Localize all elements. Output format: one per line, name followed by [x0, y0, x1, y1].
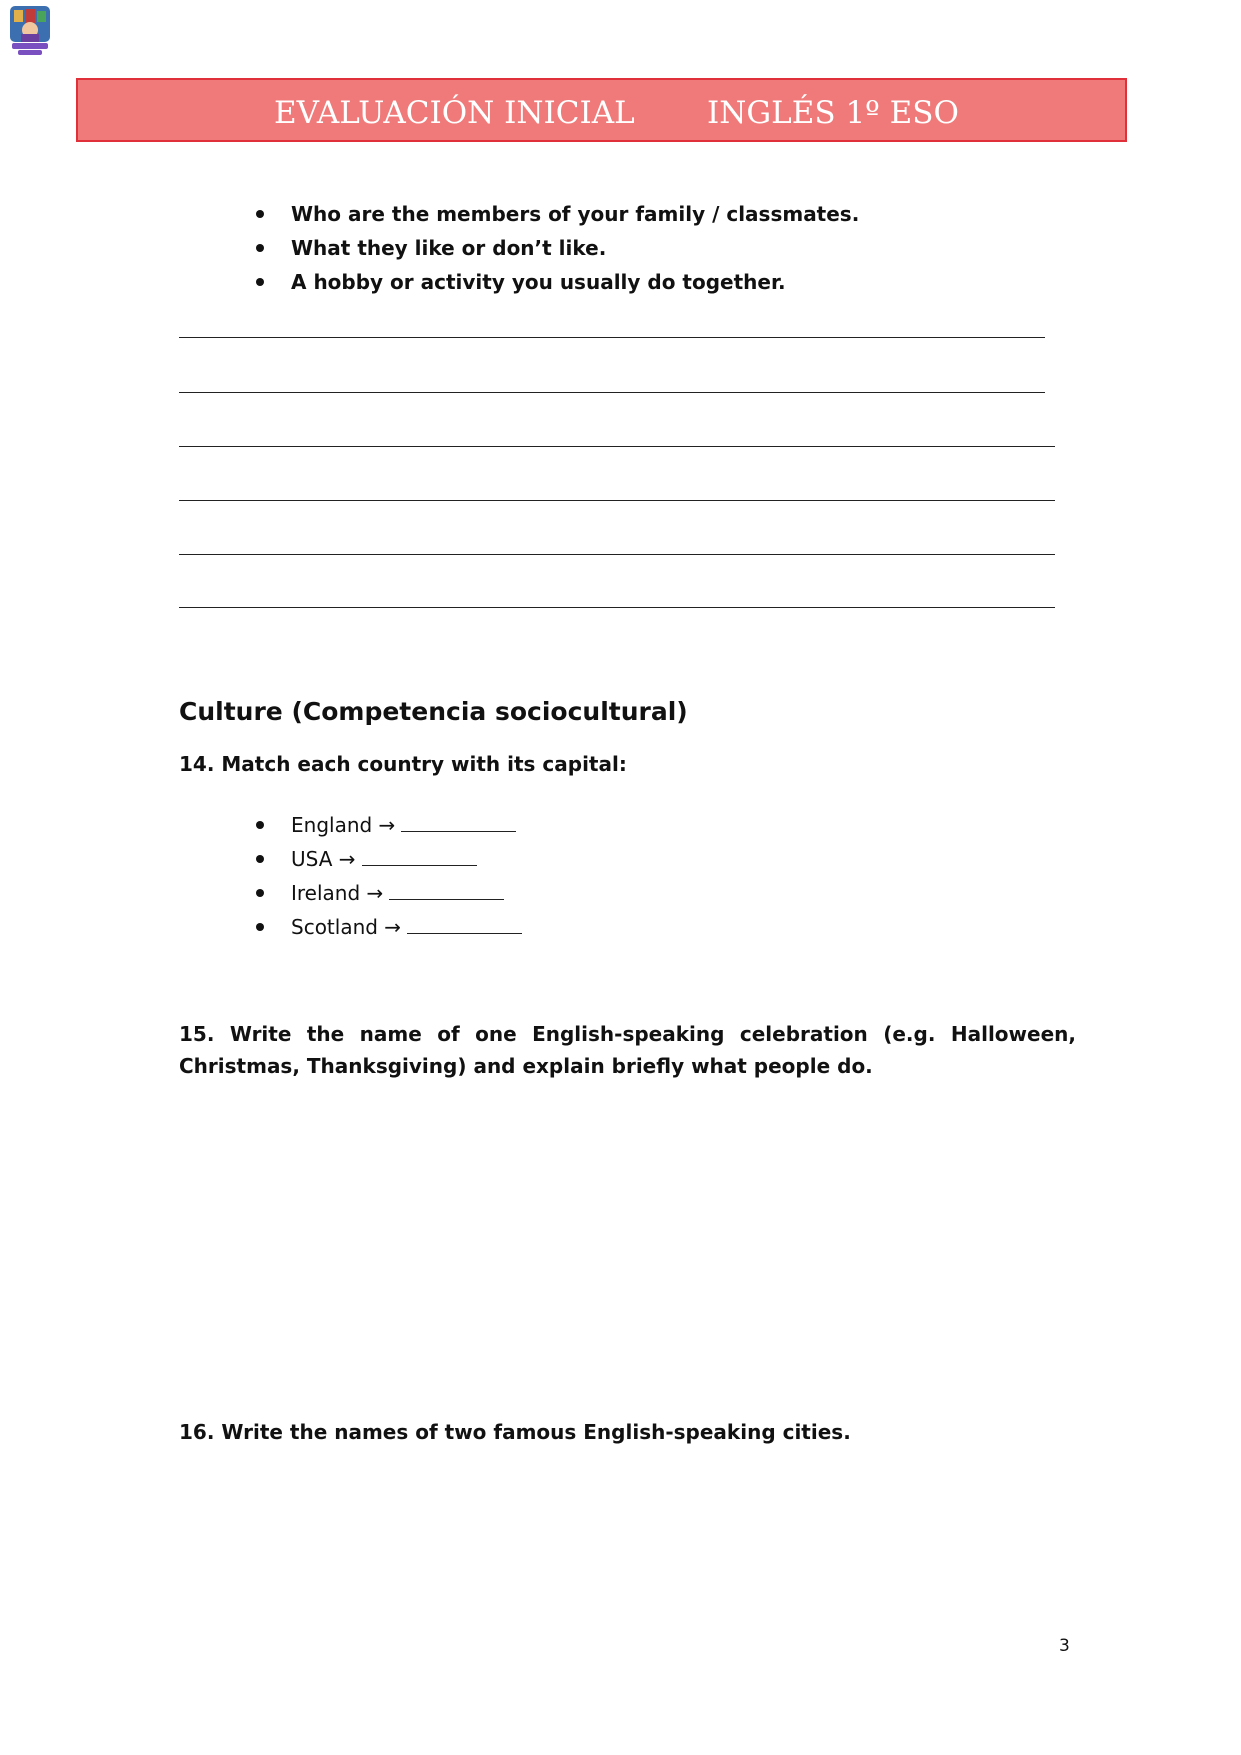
answer-line[interactable] [179, 554, 1055, 555]
list-item: Who are the members of your family / classmates. [256, 197, 859, 231]
country-label: USA → [291, 847, 356, 871]
question-16: 16. Write the names of two famous English-speaking cities. [179, 1420, 851, 1444]
question-15: 15. Write the name of one English-speaking celebration (e.g. Halloween, Christmas, Thanksgiving) and explain briefly what people do. [179, 1022, 1076, 1078]
header-banner [76, 78, 1127, 142]
answer-line[interactable] [179, 392, 1045, 393]
recursos-eso-logo-icon [8, 4, 52, 58]
answer-blank[interactable] [362, 845, 477, 866]
section-title: Culture (Competencia sociocultural) [179, 697, 688, 726]
country-label: England → [291, 813, 396, 837]
header-title-right: INGLÉS 1º ESO [707, 95, 959, 131]
list-item [256, 842, 522, 876]
list-item [256, 808, 522, 842]
country-label: Ireland → [291, 881, 384, 905]
header-title-left: EVALUACIÓN INICIAL [274, 95, 635, 131]
list-item [256, 876, 522, 910]
list-item [256, 910, 522, 944]
answer-line[interactable] [179, 337, 1045, 338]
list-item: What they like or don’t like. [256, 231, 859, 265]
writing-prompt-list [256, 197, 859, 299]
page-number: 3 [1059, 1636, 1070, 1656]
answer-line[interactable] [179, 446, 1055, 447]
answer-blank[interactable] [389, 879, 504, 900]
answer-blank[interactable] [407, 913, 522, 934]
country-label: Scotland → [291, 915, 402, 939]
answer-line[interactable] [179, 500, 1055, 501]
answer-line[interactable] [179, 607, 1055, 608]
question-14: 14. Match each country with its capital: [179, 752, 627, 776]
answer-blank[interactable] [401, 811, 516, 832]
capital-match-list [256, 808, 522, 944]
list-item: A hobby or activity you usually do together. [256, 265, 859, 299]
